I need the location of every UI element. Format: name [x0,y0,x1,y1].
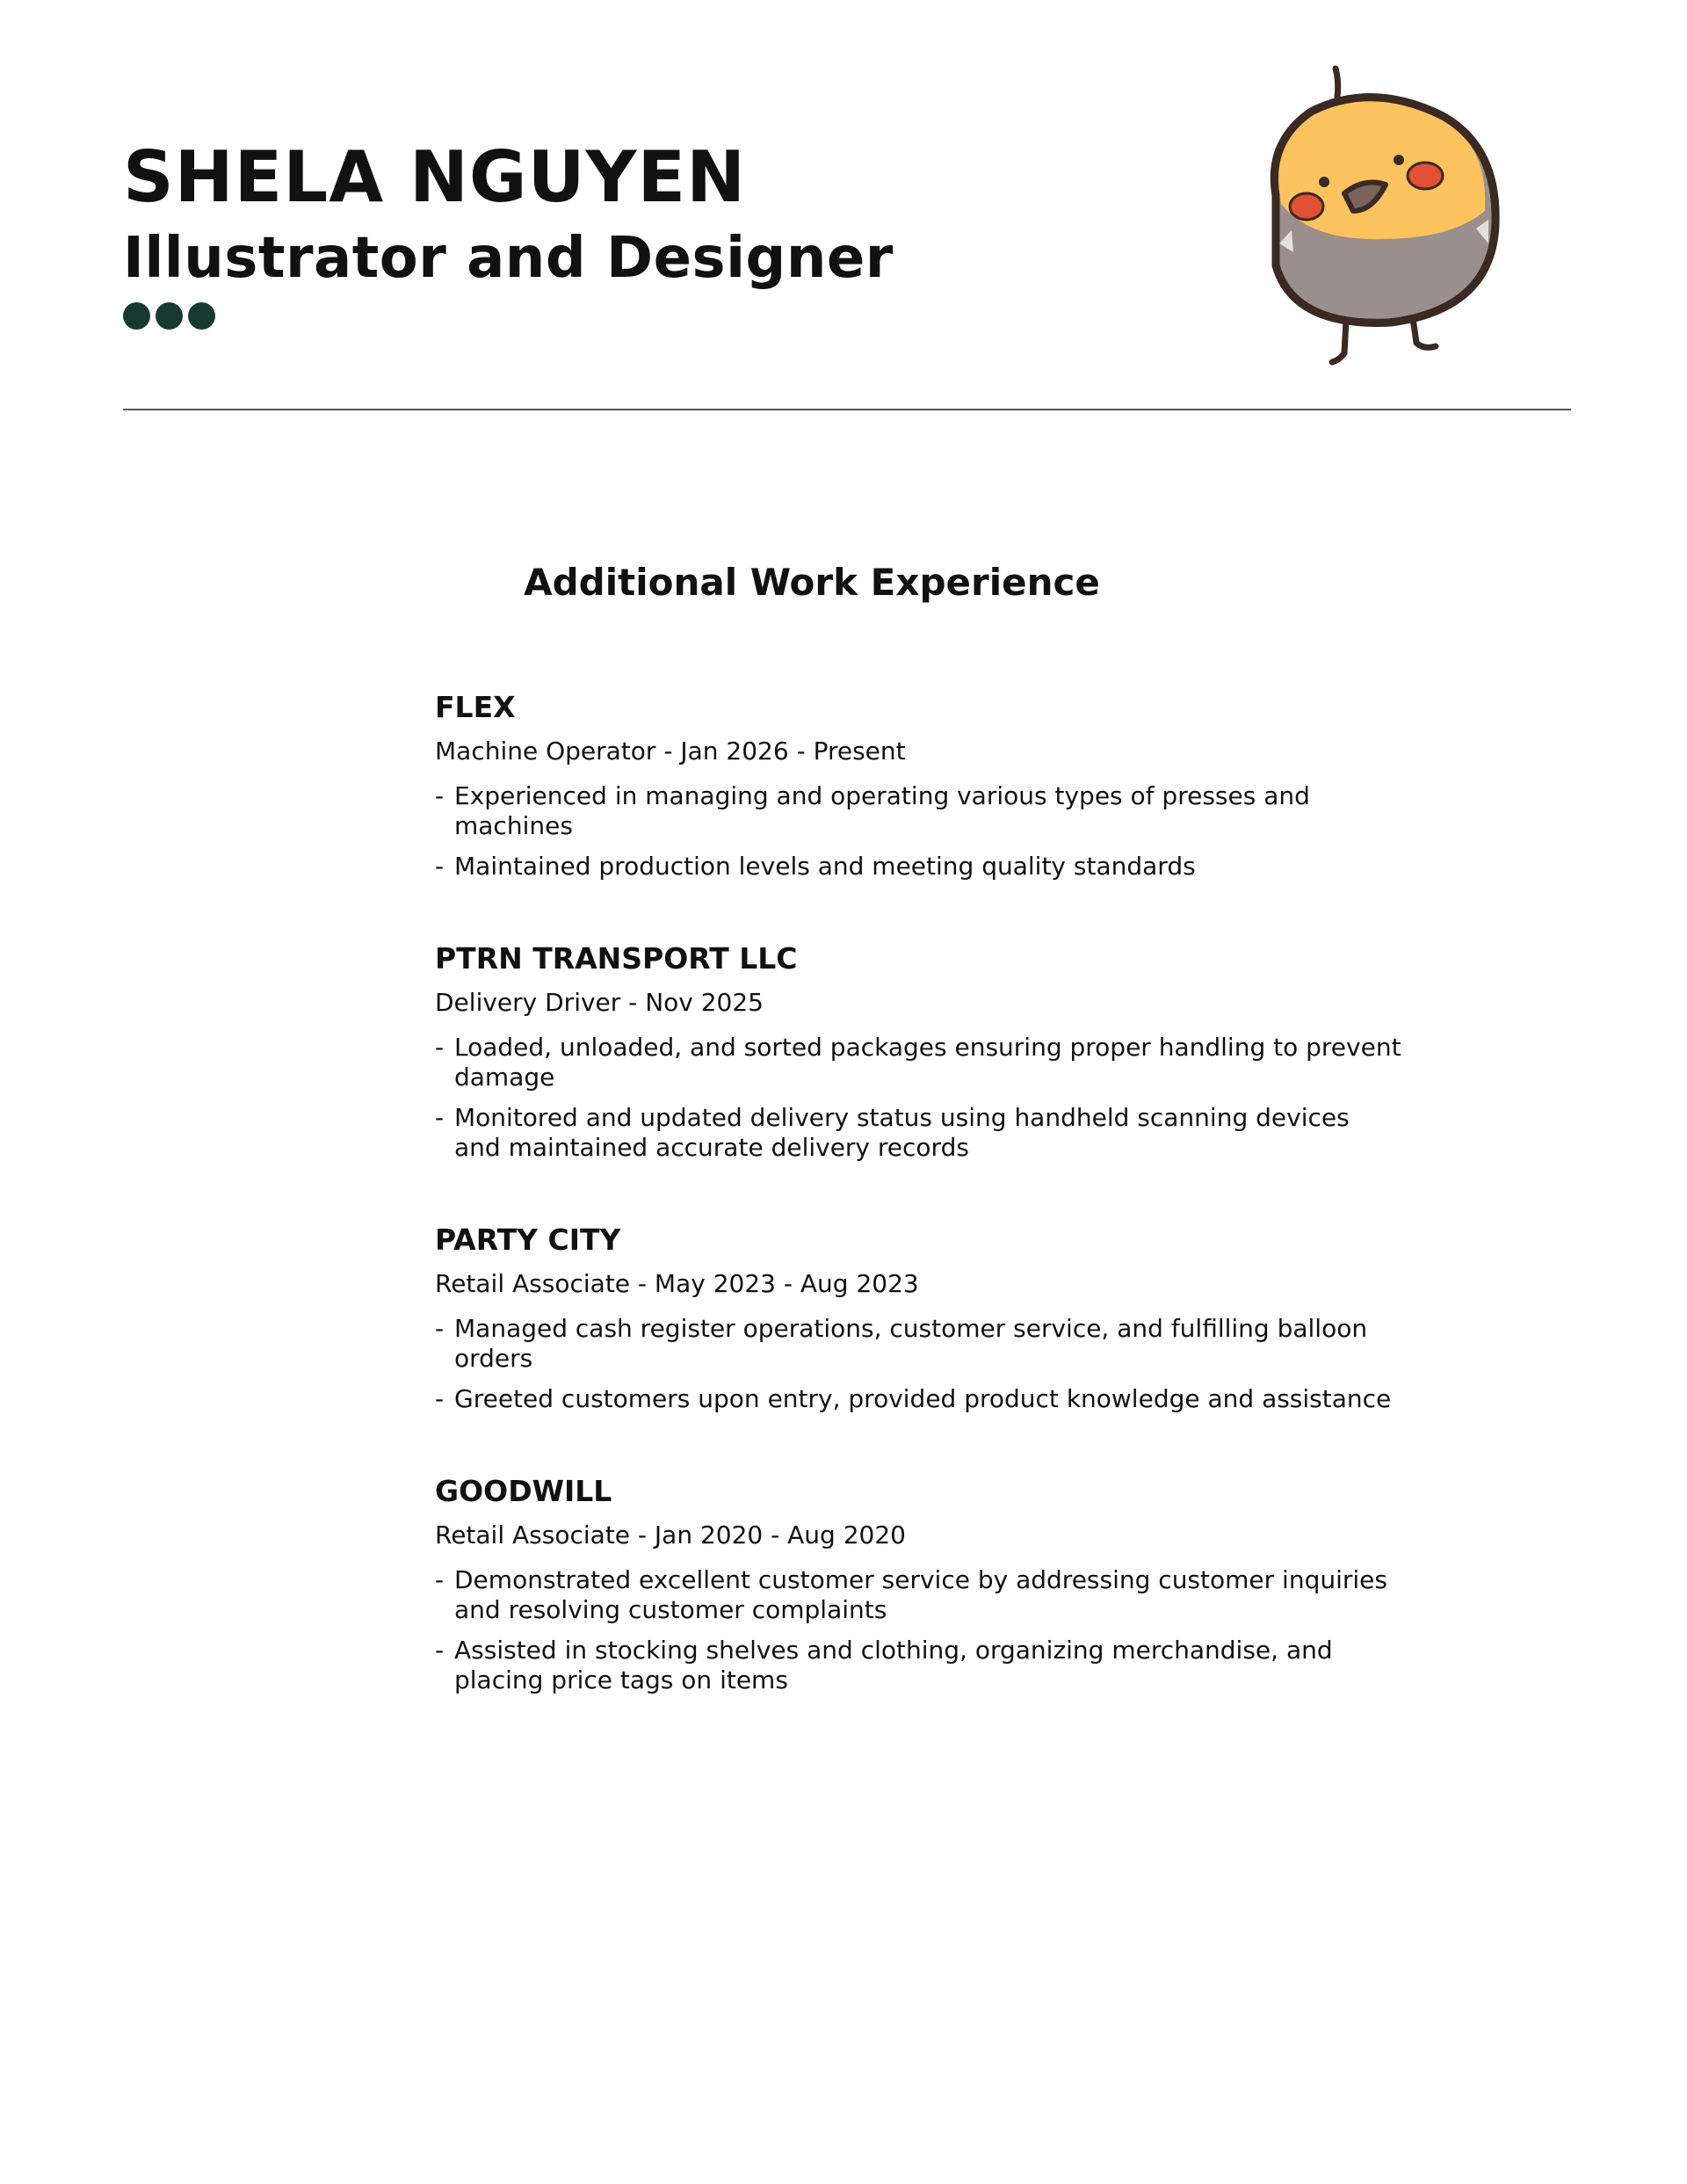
job-entry [435,941,1401,1163]
job-entry [435,1223,1401,1414]
job-bullet: - Loaded, unloaded, and sorted packages ensuring proper handling to prevent damage [435,1032,1401,1092]
job-role: Retail Associate - May 2023 - Aug 2023 [435,1268,919,1298]
job-company: PTRN TRANSPORT LLC [435,940,798,976]
dot-icon [156,302,183,330]
job-entry [435,690,1401,882]
job-bullet: - Assisted in stocking shelves and clothing, organizing merchandise, and placing price tags on items [435,1635,1333,1694]
job-bullet: - Maintained production levels and meeting quality standards [435,851,1196,881]
job-bullet: - Experienced in managing and operating various types of presses and machines [435,780,1310,840]
job-role: Retail Associate - Jan 2020 - Aug 2020 [435,1520,906,1549]
job-company: GOODWILL [435,1473,612,1508]
dot-icon [188,302,215,330]
job-bullet: - Managed cash register operations, customer service, and fulfilling balloon orders [435,1313,1368,1373]
section-title: Additional Work Experience [524,561,1100,604]
job-company: FLEX [435,690,516,724]
job-bullets [435,1565,1401,1695]
job-bullets [435,781,1401,882]
job-company: PARTY CITY [435,1222,621,1257]
job-bullet: - Demonstrated excellent customer service by addressing customer inquiries and resolving customer complaints [435,1564,1387,1624]
jobs-list [435,690,1401,1706]
resume-name: SHELA NGUYEN [123,136,747,218]
job-role: Delivery Driver - Nov 2025 [435,987,764,1017]
job-role: Machine Operator - Jan 2026 - Present [435,736,906,765]
job-bullets [435,1033,1401,1163]
job-bullet: - Greeted customers upon entry, provided product knowledge and assistance [435,1383,1392,1413]
job-entry [435,1474,1401,1695]
resume-title: Illustrator and Designer [123,226,894,291]
dot-icon [123,302,150,330]
job-bullet: - Monitored and updated delivery status using handheld scanning devices and maintained accurate delivery records [435,1102,1350,1162]
header-divider [123,409,1571,410]
chick-mascot-icon [1241,63,1522,380]
decorative-dots [123,302,215,330]
job-bullets [435,1314,1401,1414]
